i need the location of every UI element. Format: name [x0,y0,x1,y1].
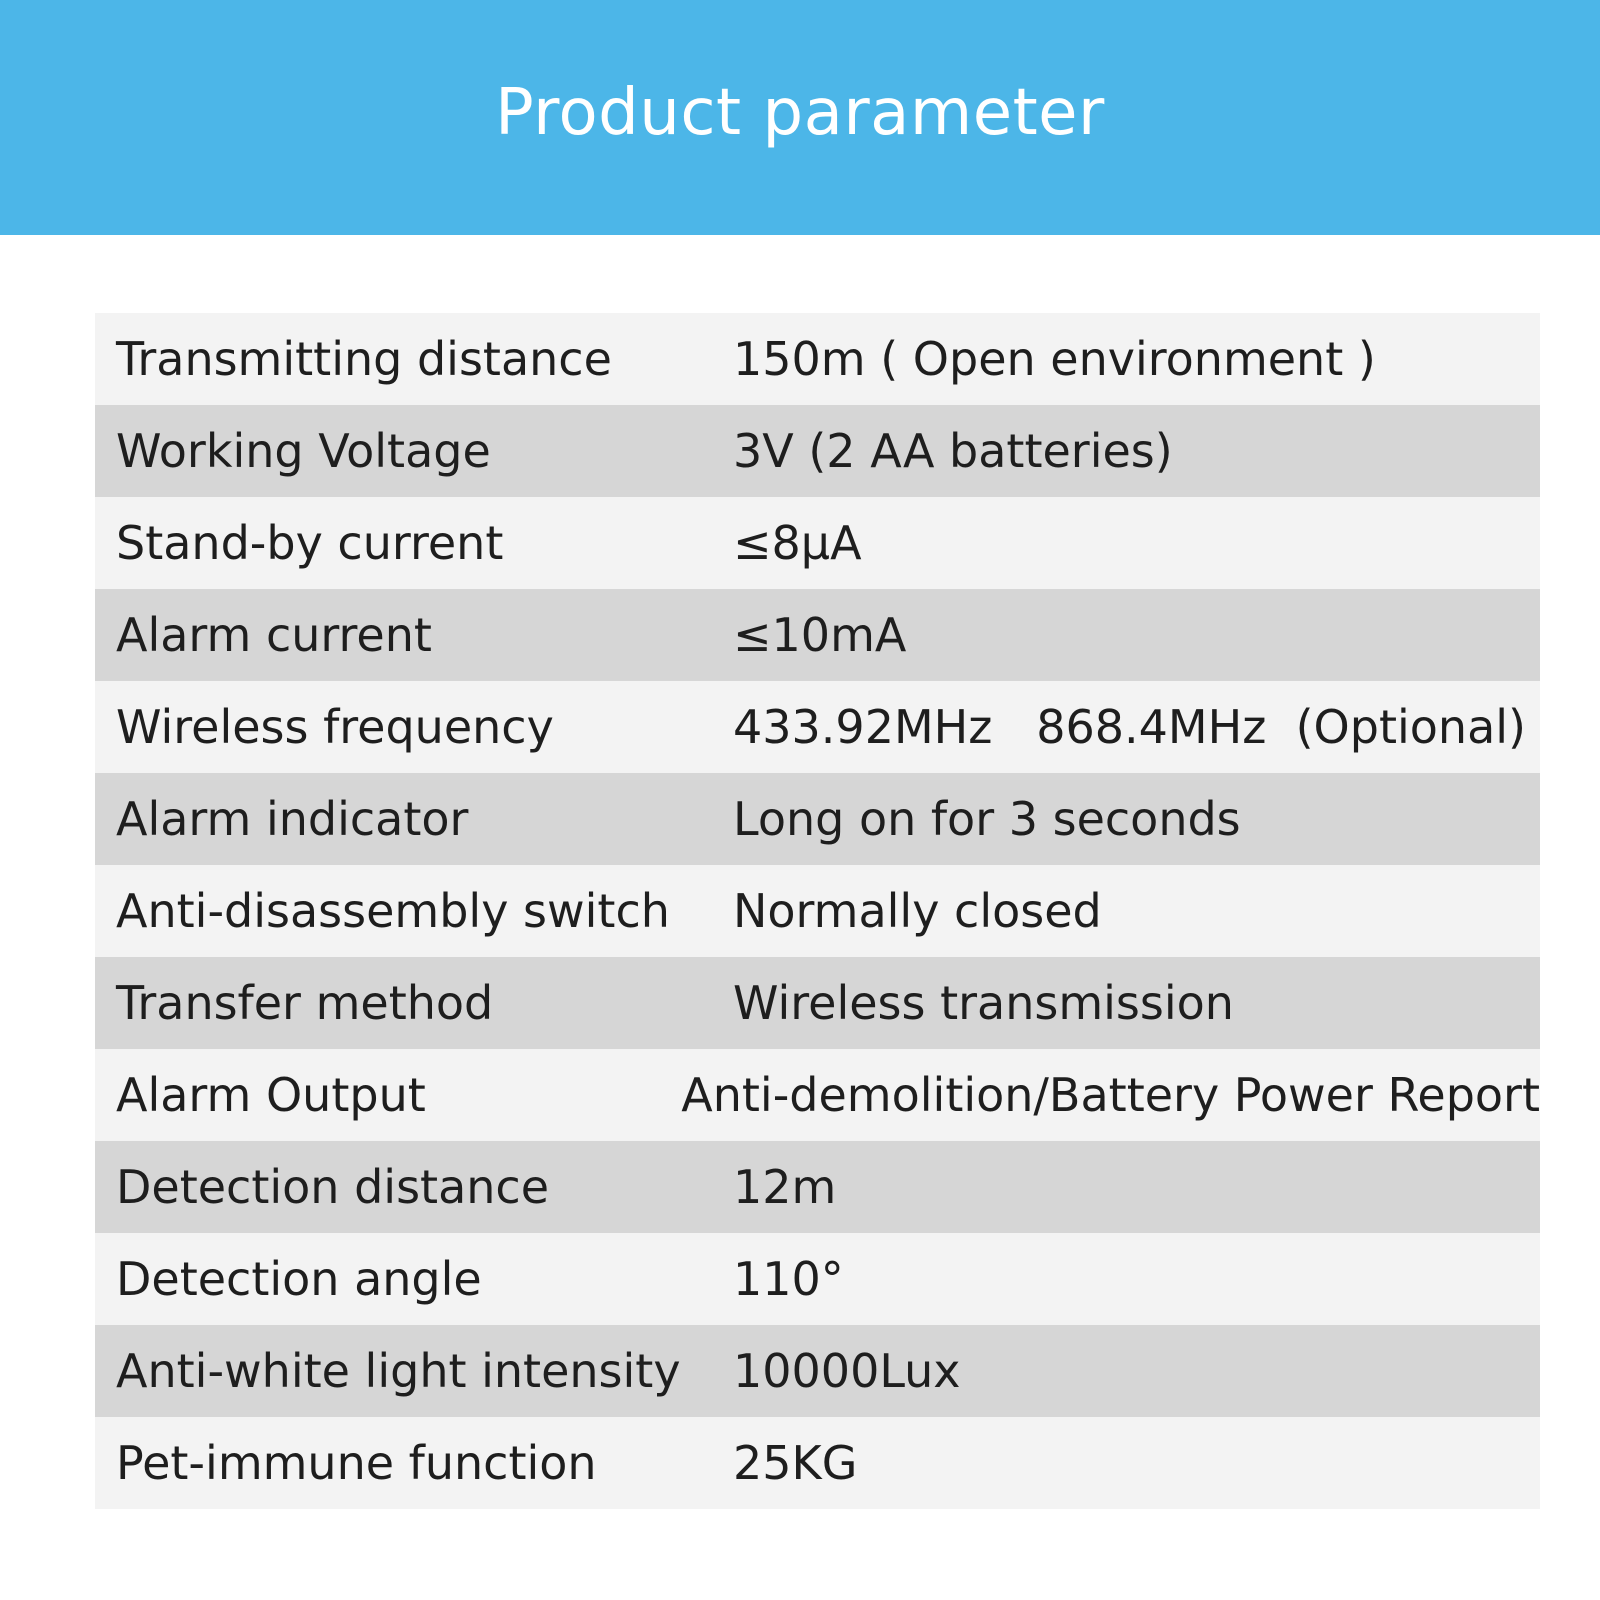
parameter-label: Alarm indicator [116,792,469,846]
parameter-label: Anti-white light intensity [116,1344,681,1398]
parameter-value: Anti-demolition/Battery Power Report [681,1068,1540,1122]
parameter-label: Wireless frequency [116,700,554,754]
parameter-label: Detection angle [116,1252,482,1306]
parameter-label: Alarm current [116,608,432,662]
parameter-value: 150m ( Open environment ) [733,332,1376,386]
parameter-value: ≤10mA [733,608,907,662]
parameter-value: ≤8μA [733,516,862,570]
page-title: Product parameter [495,75,1105,150]
parameter-value: 10000Lux [733,1344,961,1398]
parameter-label: Transfer method [116,976,494,1030]
table-row [95,497,1540,589]
parameter-value: 110° [733,1252,844,1306]
parameter-label: Working Voltage [116,424,491,478]
parameter-value: 3V (2 AA batteries) [733,424,1173,478]
parameter-label: Detection distance [116,1160,550,1214]
parameter-label: Stand-by current [116,516,504,570]
header-banner [0,0,1600,235]
parameter-table [95,313,1540,1509]
parameter-label: Transmitting distance [116,332,612,386]
table-row [95,1233,1540,1325]
parameter-value: 12m [733,1160,837,1214]
table-row [95,957,1540,1049]
parameter-value: 433.92MHz 868.4MHz (Optional) [733,700,1526,754]
table-row [95,681,1540,773]
parameter-label: Pet-immune function [116,1436,597,1490]
parameter-value: 25KG [733,1436,858,1490]
parameter-value: Long on for 3 seconds [733,792,1241,846]
parameter-label: Alarm Output [116,1068,426,1122]
table-row [95,773,1540,865]
parameter-value: Normally closed [733,884,1102,938]
table-row [95,1049,1540,1141]
table-row [95,1417,1540,1509]
table-row [95,1141,1540,1233]
table-row [95,313,1540,405]
table-row [95,405,1540,497]
table-row [95,589,1540,681]
parameter-label: Anti-disassembly switch [116,884,670,938]
table-row [95,865,1540,957]
table-row [95,1325,1540,1417]
parameter-value: Wireless transmission [733,976,1234,1030]
